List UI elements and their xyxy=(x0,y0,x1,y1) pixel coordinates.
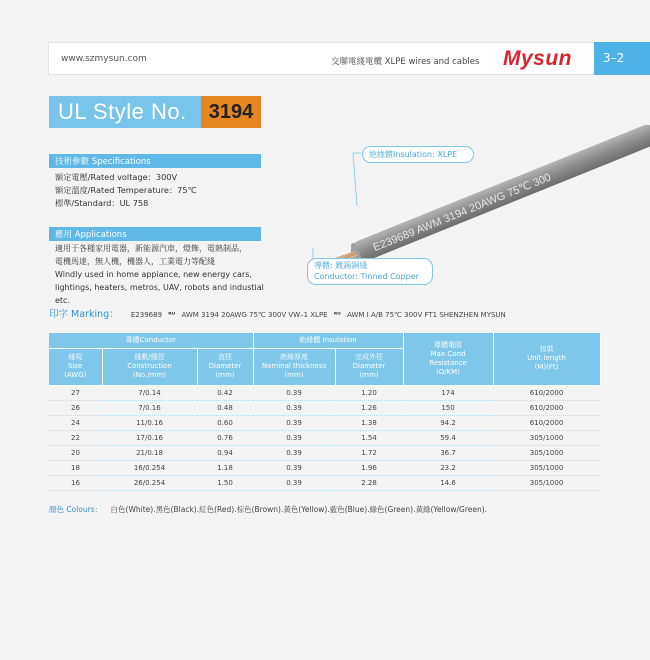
table-row xyxy=(49,415,600,430)
size-header: 綫規 Size (AWG) xyxy=(49,348,102,385)
table-row xyxy=(49,445,600,460)
applications-line: lightings, heaters, metros, UAV, robots and industial etc. xyxy=(55,283,264,305)
applications-text xyxy=(55,242,270,307)
marking-awm-text: AWM 3194 20AWG 75℃ 300V VW–1 XLPE xyxy=(181,311,328,319)
insulation-group-header: 絶緣體 Insulation xyxy=(253,333,403,348)
ul-recognized-icon: ᴿᵁ xyxy=(333,311,341,319)
table-row xyxy=(49,460,600,475)
table-cell: 16/0.254 xyxy=(102,460,197,475)
thickness-header: 絶緣厚度 Nominal thickness (mm) xyxy=(253,348,335,385)
style-number: 3194 xyxy=(201,96,261,128)
table-cell: 26/0.254 xyxy=(102,475,197,490)
table-cell: 0.39 xyxy=(253,460,335,475)
table-cell: 11/0.16 xyxy=(102,415,197,430)
table-cell: 1.96 xyxy=(335,460,403,475)
table-cell: 17/0.16 xyxy=(102,430,197,445)
cable-body xyxy=(311,121,650,280)
table-cell: 1.72 xyxy=(335,445,403,460)
table-row xyxy=(49,400,600,415)
table-cell: 305/1000 xyxy=(493,475,600,490)
conductor-callout-en: Conductor: Tinned Copper xyxy=(314,272,419,281)
table-cell: 0.94 xyxy=(197,445,253,460)
conductor-diameter-header: 直徑 Diameter (mm) xyxy=(197,348,253,385)
table-cell: 1.38 xyxy=(335,415,403,430)
conductor-group-header: 導體Conductor xyxy=(49,333,253,348)
table-cell: 27 xyxy=(49,385,102,400)
packaging-header: 包裝 Unit length (M)(Ft) xyxy=(493,333,600,385)
table-cell: 610/2000 xyxy=(493,400,600,415)
table-cell: 610/2000 xyxy=(493,385,600,400)
website-url[interactable]: www.szmysun.com xyxy=(61,54,147,64)
table-cell: 1.50 xyxy=(197,475,253,490)
table-cell: 0.39 xyxy=(253,415,335,430)
conductor-callout-cn: 導體: 鍍錫銅綫 xyxy=(314,261,368,270)
table-cell: 36.7 xyxy=(403,445,493,460)
table-cell: 16 xyxy=(49,475,102,490)
table-cell: 174 xyxy=(403,385,493,400)
specifications-heading: 技術參數 Specifications xyxy=(49,154,261,168)
table-cell: 18 xyxy=(49,460,102,475)
title-text: UL Style No. xyxy=(58,99,187,124)
table-cell: 0.76 xyxy=(197,430,253,445)
spec-voltage: 額定電壓/Rated voltage：300V xyxy=(55,172,178,182)
resistance-header: 導體電阻 Max.Cond Resistance (Ω/KM) xyxy=(403,333,493,385)
table-cell: 0.60 xyxy=(197,415,253,430)
ul-recognized-icon: ᴿᵁ xyxy=(168,311,176,319)
applications-line: Windly used in home appiance, new energy cars, xyxy=(55,270,252,279)
marking-file-number: E239689 xyxy=(130,311,163,319)
spec-temperature: 額定溫度/Rated Temperature：75℃ xyxy=(55,185,197,195)
mysun-logo: Mysun xyxy=(503,47,573,70)
table-cell: 20 xyxy=(49,445,102,460)
table-cell: 14.6 xyxy=(403,475,493,490)
table-cell: 2.28 xyxy=(335,475,403,490)
table-cell: 610/2000 xyxy=(493,415,600,430)
table-cell: 305/1000 xyxy=(493,430,600,445)
spec-standard: 標準/Standard：UL 758 xyxy=(55,198,149,208)
page-number-tab: 3–2 xyxy=(594,42,650,75)
table-cell: 1.18 xyxy=(197,460,253,475)
table-cell: 0.39 xyxy=(253,430,335,445)
colours-label: 顏色 Colours： xyxy=(49,505,103,514)
applications-line: 適用于各種家用電器，新能源汽車，燈飾，電熱制品， xyxy=(55,244,247,253)
table-cell: 22 xyxy=(49,430,102,445)
construction-header: 綫數/綫徑 Construction (No./mm) xyxy=(102,348,197,385)
table-cell: 24 xyxy=(49,415,102,430)
table-cell: 305/1000 xyxy=(493,445,600,460)
table-cell: 0.48 xyxy=(197,400,253,415)
table-cell: 21/0.18 xyxy=(102,445,197,460)
marking-awm-class-text: AWM I A/B 75℃ 300V FT1 SHENZHEN MYSUN xyxy=(347,311,506,319)
conductor-callout xyxy=(307,258,433,285)
table-cell: 59.4 xyxy=(403,430,493,445)
applications-heading: 應用 Applications xyxy=(49,227,261,241)
outer-diameter-header: 完成外徑 Diameter (mm) xyxy=(335,348,403,385)
title-banner xyxy=(49,96,261,128)
table-cell: 0.39 xyxy=(253,400,335,415)
marking-label: 印字 Marking： xyxy=(49,309,119,320)
table-cell: 305/1000 xyxy=(493,460,600,475)
table-cell: 7/0.14 xyxy=(102,385,197,400)
table-cell: 1.54 xyxy=(335,430,403,445)
table-cell: 7/0.16 xyxy=(102,400,197,415)
table-cell: 1.26 xyxy=(335,400,403,415)
table-cell: 94.2 xyxy=(403,415,493,430)
colours-list: 白色(White).黑色(Black).紅色(Red).棕色(Brown).黃色(Yellow).藍色(Blue).綠色(Green).黃綠(Yellow/Green). xyxy=(110,505,488,514)
colours-row xyxy=(49,504,487,515)
marking-row xyxy=(49,306,506,320)
table-cell: 1.20 xyxy=(335,385,403,400)
specification-table xyxy=(49,333,601,491)
table-cell: 0.42 xyxy=(197,385,253,400)
cable-print: E239689 AWM 3194 20AWG 75℃ 300 xyxy=(371,171,553,255)
page-header xyxy=(48,42,594,75)
table-cell: 0.39 xyxy=(253,385,335,400)
table-cell: 150 xyxy=(403,400,493,415)
header-description: 交聯電綫電纜 XLPE wires and cables xyxy=(331,57,480,67)
insulation-leader-line xyxy=(353,153,361,206)
table-cell: 0.39 xyxy=(253,475,335,490)
table-cell: 0.39 xyxy=(253,445,335,460)
table-cell: 23.2 xyxy=(403,460,493,475)
table-row xyxy=(49,385,600,400)
applications-line: 電機馬達，無人機，機器人，工業電力等配綫 xyxy=(55,257,215,266)
table-row xyxy=(49,430,600,445)
table-cell: 26 xyxy=(49,400,102,415)
table-row xyxy=(49,475,600,490)
insulation-callout: 絶緣體Insulation: XLPE xyxy=(362,146,474,163)
